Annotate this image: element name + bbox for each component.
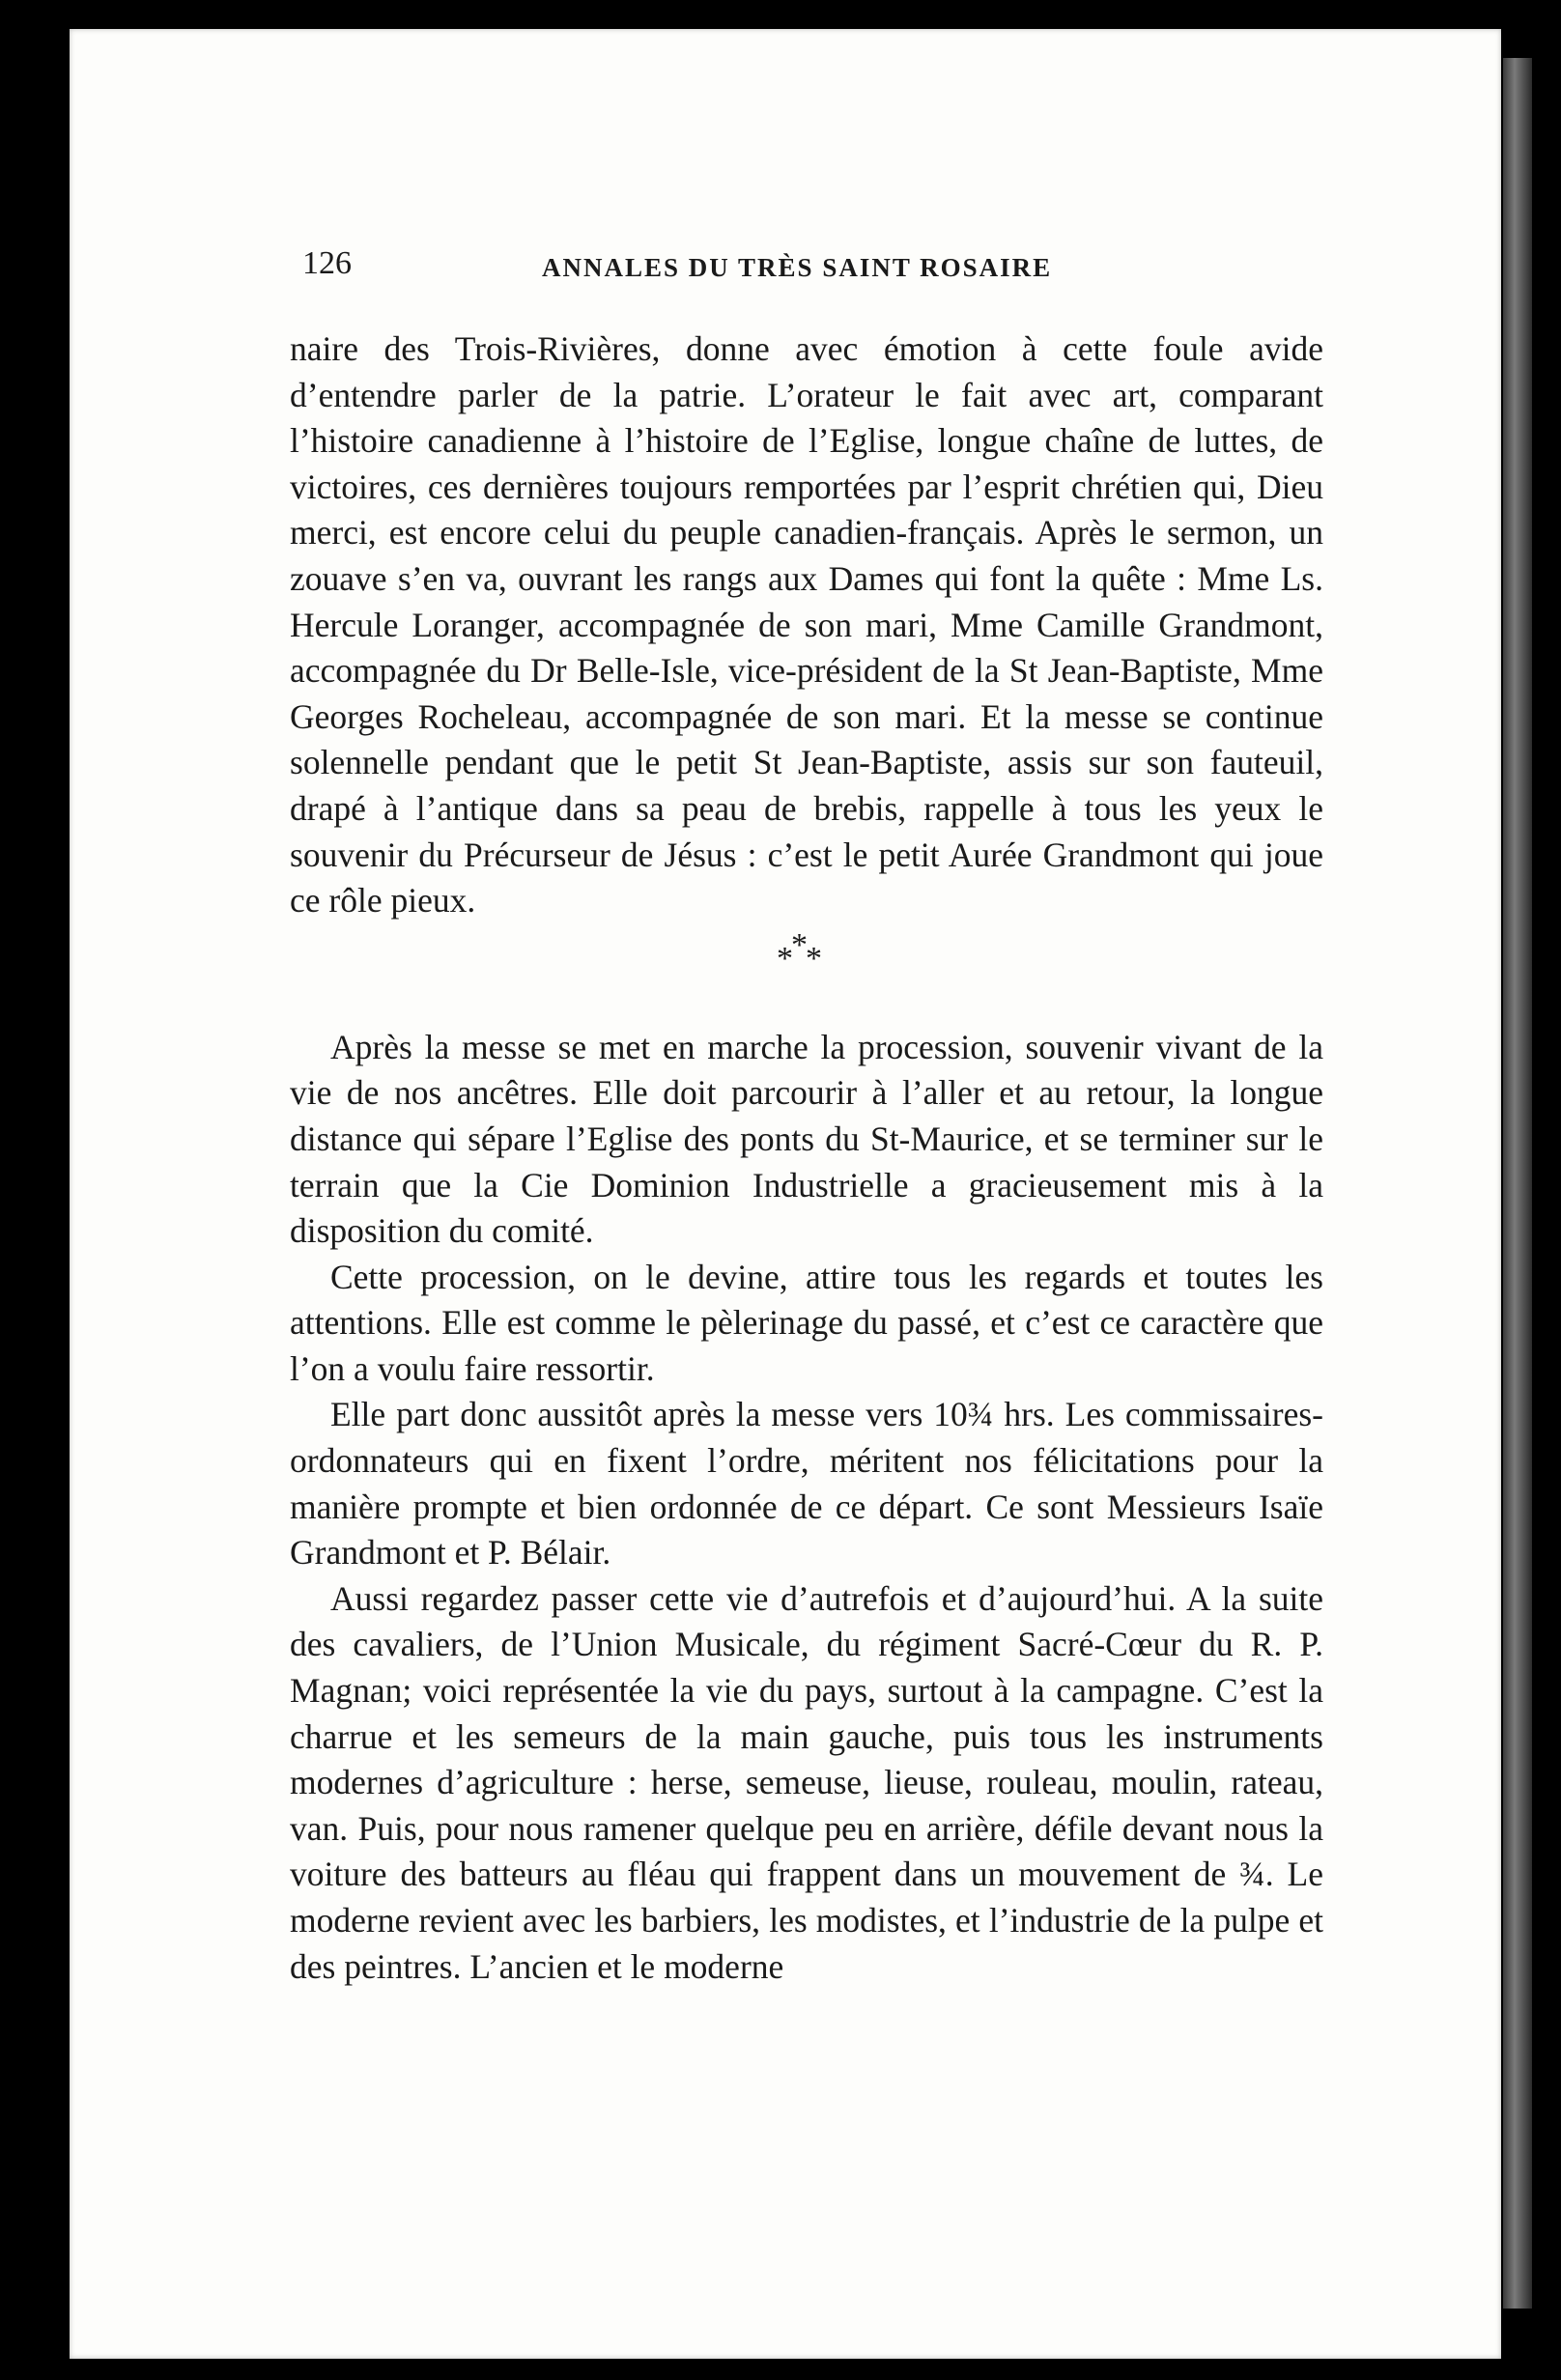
- asterism-star-left: *: [777, 940, 791, 977]
- paragraph: Aussi regardez passer cette vie d’autrefois et d’aujourd’hui. A la suite des cavaliers, de l’Union Musicale, du régiment Sacré-Cœur du R. P. Magnan; voici représentée la vie du pays, surtout à la campagne. C’est la charrue et les semeurs de la main gauche, puis tous les instruments modernes d’agriculture : herse, semeuse, lieuse, rouleau, moulin, rateau, van. Puis, pour nous ramener quelque peu en arrière, défile devant nous la voiture des batteurs au fléau qui frappent dans un mouvement de ¾. Le moderne revient avec les barbiers, les modistes, et l’industrie de la pulpe et des peintres. L’ancien et le moderne: [290, 1578, 1323, 1986]
- paragraph: naire des Trois-Rivières, donne avec émotion à cette foule avide d’entendre parler de la patrie. L’orateur le fait avec art, comparant l’histoire canadienne à l’histoire de l’Eglise, longue chaîne de luttes, de victoires, ces dernières toujours remportées par l’esprit chrétien qui, Dieu merci, est encore celui du peuple canadien-français. Après le sermon, un zouave s’en va, ouvrant les rangs aux Dames qui font la quête : Mme Ls. Hercule Loranger, accompagnée de son mari, Mme Camille Grandmont, accompagnée du Dr Belle-Isle, vice-président de la St Jean-Baptiste, Mme Georges Rocheleau, accompagnée de son mari. Et la messe se continue solennelle pendant que le petit St Jean-Baptiste, assis sur son fauteuil, drapé à l’antique dans sa peau de brebis, rappelle à tous les yeux le souvenir du Précurseur de Jésus : c’est le petit Aurée Grandmont qui joue ce rôle pieux.: [290, 329, 1323, 921]
- paragraph: Elle part donc aussitôt après la messe vers 10¾ hrs. Les commissaires-ordonnateurs qui en fixent l’ordre, méritent nos félicitations pour la manière prompte et bien ordonnée de ce départ. Ce sont Messieurs Isaïe Grandmont et P. Bélair.: [290, 1395, 1323, 1572]
- paragraph: Après la messe se met en marche la procession, souvenir vivant de la vie de nos ancêtres. Elle doit parcourir à l’aller et au retour, la longue distance qui sépare l’Eglise des ponts du St-Maurice, et se terminer sur le terrain que la Cie Dominion Industrielle a gracieusement mis à la disposition du comité.: [290, 1027, 1323, 1251]
- page-number: 126: [302, 245, 352, 281]
- asterism-star-middle: *: [791, 926, 806, 963]
- section-separator: [290, 924, 1323, 1025]
- running-title: ANNALES DU TRÈS SAINT ROSAIRE: [542, 253, 1053, 282]
- paragraph: Cette procession, on le devine, attire tous les regards et toutes les attentions. Elle est comme le pèlerinage du passé, et c’est ce caractère que l’on a voulu faire ressortir.: [290, 1257, 1323, 1388]
- asterism-star-right: *: [806, 940, 820, 977]
- page-header: [302, 245, 1326, 290]
- asterism: [777, 926, 820, 977]
- body-text: [290, 326, 1323, 1990]
- page-edge: [1503, 58, 1532, 2309]
